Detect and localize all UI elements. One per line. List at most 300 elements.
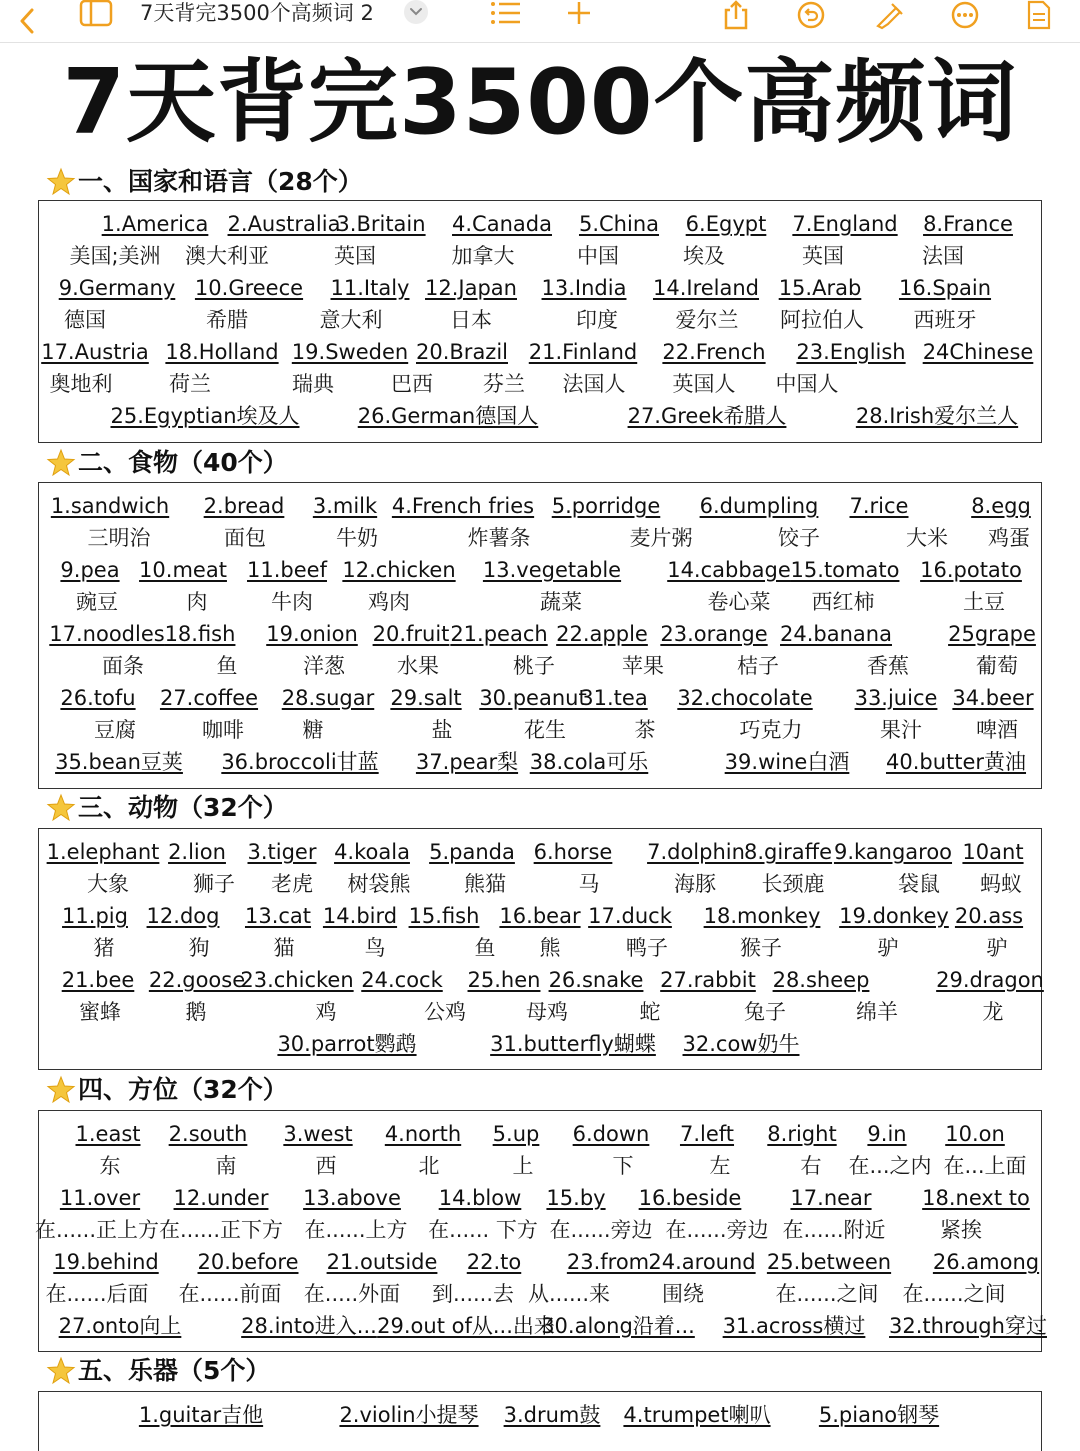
word-english: 27.coffee — [159, 686, 259, 710]
word-chinese: 在......之间 — [775, 1282, 879, 1306]
word-chinese: 蚂蚁 — [980, 872, 1022, 896]
word-chinese: 西 — [315, 1154, 337, 1178]
english-row — [39, 837, 1041, 869]
word-english: 26.among — [932, 1250, 1040, 1274]
word-english: 26.snake — [548, 968, 644, 992]
word-chinese: 北 — [418, 1154, 440, 1178]
word-chinese: 鹅 — [185, 1000, 207, 1024]
word-chinese: 鸭子 — [626, 936, 668, 960]
word-english: 15.fish — [408, 904, 480, 928]
word-english: 39.wine白酒 — [724, 750, 850, 774]
word-english: 25grape — [948, 622, 1036, 646]
word-english: 8.egg — [971, 494, 1031, 518]
word-english: 23.English — [796, 340, 906, 364]
word-chinese: 驴 — [986, 936, 1008, 960]
word-english: 2.Australia — [227, 212, 341, 236]
word-chinese: 猫 — [273, 936, 295, 960]
word-chinese: 在......正上方 — [34, 1218, 160, 1242]
word-chinese: 大米 — [906, 526, 948, 550]
word-english: 2.lion — [168, 840, 226, 864]
word-english: 4.Canada — [452, 212, 552, 236]
undo-icon[interactable] — [794, 0, 828, 36]
word-english: 27.rabbit — [660, 968, 756, 992]
word-chinese: 左 — [709, 1154, 731, 1178]
word-english: 6.down — [572, 1122, 650, 1146]
word-chinese: 面包 — [224, 526, 266, 550]
word-english: 5.porridge — [551, 494, 661, 518]
word-chinese: 鸡蛋 — [988, 526, 1030, 550]
word-chinese: 中国 — [577, 244, 619, 268]
star-icon — [46, 1075, 76, 1105]
word-english: 1.guitar吉他 — [138, 1403, 264, 1427]
word-chinese: 西红柿 — [811, 590, 875, 614]
word-english: 19.behind — [53, 1250, 159, 1274]
word-english: 21.Finland — [528, 340, 638, 364]
word-english: 8.giraffe — [743, 840, 833, 864]
word-english: 3.Britain — [336, 212, 426, 236]
word-english: 28.into进入... — [241, 1314, 377, 1338]
word-english: 2.violin小提琴 — [339, 1403, 479, 1427]
word-english: 1.America — [101, 212, 209, 236]
word-chinese: 在......正下方 — [158, 1218, 284, 1242]
plus-icon[interactable] — [563, 0, 595, 34]
countries-box — [38, 200, 1042, 443]
word-english: 15.Arab — [778, 276, 862, 300]
word-chinese: 三明治 — [87, 526, 151, 550]
word-english: 10ant — [962, 840, 1024, 864]
section-heading-food: 二、食物（40个） — [46, 445, 288, 481]
word-chinese: 在......旁边 — [549, 1218, 653, 1242]
word-english: 14.bird — [322, 904, 398, 928]
word-english: 15.by — [546, 1186, 606, 1210]
word-chinese: 肉 — [186, 590, 208, 614]
word-english: 20.Brazil — [416, 340, 508, 364]
word-chinese: 炸薯条 — [467, 526, 531, 550]
word-english: 8.France — [923, 212, 1013, 236]
word-chinese: 龙 — [982, 1000, 1004, 1024]
list-icon[interactable] — [488, 0, 524, 34]
word-english: 24.cock — [361, 968, 443, 992]
word-chinese: 长颈鹿 — [761, 872, 825, 896]
word-chinese: 洋葱 — [303, 654, 345, 678]
word-english: 12.dog — [146, 904, 220, 928]
word-english: 32.through穿过 — [889, 1314, 1047, 1338]
word-chinese: 咖啡 — [202, 718, 244, 742]
english-row — [39, 273, 1041, 305]
word-english: 2.south — [168, 1122, 248, 1146]
word-chinese: 牛肉 — [271, 590, 313, 614]
word-english: 26.German德国人 — [357, 404, 539, 428]
word-english: 29.out of从...出来 — [377, 1314, 555, 1338]
word-english: 4.French fries — [391, 494, 535, 518]
section-heading-instruments: 五、乐器（5个） — [46, 1353, 270, 1389]
word-chinese: 海豚 — [674, 872, 716, 896]
word-chinese: 瑞典 — [292, 372, 334, 396]
word-english: 20.before — [197, 1250, 299, 1274]
word-english: 19.donkey — [839, 904, 949, 928]
word-chinese: 糖 — [302, 718, 324, 742]
more-icon[interactable] — [948, 0, 982, 36]
word-english: 6.horse — [533, 840, 613, 864]
word-chinese: 中国人 — [775, 372, 839, 396]
word-english: 33.juice — [854, 686, 938, 710]
word-chinese: 豆腐 — [94, 718, 136, 742]
chinese-row — [39, 369, 1041, 401]
word-english: 19.Sweden — [291, 340, 409, 364]
english-row — [39, 901, 1041, 933]
word-chinese: 鸟 — [364, 936, 386, 960]
word-english: 20.fruit — [372, 622, 450, 646]
word-chinese: 啤酒 — [976, 718, 1018, 742]
word-english: 3.west — [283, 1122, 353, 1146]
word-chinese: 狗 — [188, 936, 210, 960]
word-english: 1.east — [75, 1122, 141, 1146]
word-chinese: 在...上面 — [943, 1154, 1027, 1178]
word-chinese: 法国 — [922, 244, 964, 268]
chinese-row — [39, 651, 1041, 683]
word-english: 9.kangaroo — [833, 840, 953, 864]
word-english: 16.potato — [920, 558, 1022, 582]
english-row — [39, 965, 1044, 997]
word-english: 32.chocolate — [677, 686, 813, 710]
english-row — [39, 683, 1041, 715]
word-english: 22.French — [662, 340, 766, 364]
page-title: 7天背完3500个高频词 — [62, 50, 1018, 155]
word-english: 13.vegetable — [482, 558, 622, 582]
word-english: 25.Egyptian埃及人 — [110, 404, 300, 428]
word-english: 36.broccoli甘蓝 — [221, 750, 379, 774]
english-row — [39, 1247, 1041, 1279]
word-english: 12.under — [173, 1186, 269, 1210]
top-toolbar — [0, 0, 1080, 43]
word-chinese: 袋鼠 — [898, 872, 940, 896]
word-english: 17.Austria — [41, 340, 149, 364]
chinese-row — [39, 869, 1041, 901]
word-chinese: 西班牙 — [913, 308, 977, 332]
chinese-row — [39, 715, 1041, 747]
word-chinese: 在......附近 — [782, 1218, 886, 1242]
word-english: 6.Egypt — [685, 212, 767, 236]
word-english: 18.Holland — [165, 340, 279, 364]
word-chinese: 蔬菜 — [540, 590, 582, 614]
word-chinese: 在.....外面 — [303, 1282, 401, 1306]
word-chinese: 绵羊 — [856, 1000, 898, 1024]
word-english: 24.around — [648, 1250, 756, 1274]
directions-box — [34, 1110, 1047, 1352]
share-icon[interactable] — [720, 0, 752, 36]
word-english: 14.Ireland — [652, 276, 760, 300]
word-english: 1.sandwich — [50, 494, 170, 518]
word-chinese: 鸡 — [315, 1000, 337, 1024]
word-chinese: 东 — [99, 1154, 121, 1178]
word-english: 30.along沿着... — [541, 1314, 695, 1338]
word-english: 21.outside — [326, 1250, 438, 1274]
word-chinese: 从......来 — [527, 1282, 611, 1306]
chinese-row — [39, 587, 1041, 619]
word-english: 14.cabbage — [667, 558, 791, 582]
markup-icon[interactable] — [872, 0, 906, 36]
word-english: 17.duck — [588, 904, 672, 928]
word-english: 9.in — [867, 1122, 907, 1146]
word-english: 13.above — [303, 1186, 401, 1210]
word-chinese: 饺子 — [778, 526, 820, 550]
word-chinese: 阿拉伯人 — [780, 308, 864, 332]
word-english: 11.beef — [247, 558, 327, 582]
word-english: 3.tiger — [247, 840, 317, 864]
word-english: 7.dolphin — [647, 840, 745, 864]
word-chinese: 英国 — [802, 244, 844, 268]
word-chinese: 兔子 — [744, 1000, 786, 1024]
word-english: 13.India — [541, 276, 627, 300]
word-chinese: 蜜蜂 — [79, 1000, 121, 1024]
word-english: 28.sugar — [281, 686, 375, 710]
word-english: 9.pea — [60, 558, 120, 582]
word-english: 37.pear梨 — [415, 750, 519, 774]
word-chinese: 树袋熊 — [347, 872, 411, 896]
chinese-row — [39, 997, 1041, 1029]
word-english: 11.over — [59, 1186, 141, 1210]
word-english: 15.tomato — [790, 558, 900, 582]
english-row — [39, 209, 1041, 241]
word-english: 5.piano钢琴 — [818, 1403, 940, 1427]
word-chinese: 老虎 — [271, 872, 313, 896]
word-english: 30.parrot鹦鹉 — [277, 1032, 417, 1056]
word-english: 28.sheep — [772, 968, 870, 992]
word-english: 40.butter黄油 — [885, 750, 1027, 774]
word-chinese: 熊猫 — [464, 872, 506, 896]
word-english: 17.near — [790, 1186, 872, 1210]
chinese-row — [39, 523, 1041, 555]
english-row — [39, 337, 1041, 369]
word-chinese: 荷兰 — [169, 372, 211, 396]
english-row — [39, 1183, 1041, 1215]
word-chinese: 澳大利亚 — [185, 244, 269, 268]
star-icon — [46, 448, 76, 478]
word-chinese: 土豆 — [963, 590, 1005, 614]
word-english: 7.left — [679, 1122, 735, 1146]
star-icon — [46, 1356, 76, 1386]
word-chinese: 在...之内 — [848, 1154, 932, 1178]
word-chinese: 南 — [215, 1154, 237, 1178]
document-icon[interactable] — [1024, 0, 1054, 36]
document-title[interactable]: 7天背完3500个高频词 2 — [140, 1, 374, 25]
word-chinese: 围绕 — [662, 1282, 704, 1306]
word-english: 18.monkey — [703, 904, 821, 928]
word-chinese: 鱼 — [216, 654, 238, 678]
word-english: 21.peach — [450, 622, 548, 646]
word-chinese: 盐 — [431, 718, 453, 742]
word-chinese: 豌豆 — [76, 590, 118, 614]
word-english: 28.Irish爱尔兰人 — [855, 404, 1019, 428]
word-english: 4.koala — [334, 840, 410, 864]
word-english: 29.dragon — [936, 968, 1044, 992]
word-english: 1.elephant — [46, 840, 160, 864]
word-english: 29.salt — [390, 686, 462, 710]
word-english: 24.banana — [780, 622, 892, 646]
word-chinese: 埃及 — [683, 244, 725, 268]
word-chinese: 在......上方 — [304, 1218, 408, 1242]
word-english: 2.bread — [203, 494, 285, 518]
chevron-down-icon[interactable] — [404, 0, 428, 24]
word-english: 12.Japan — [425, 276, 517, 300]
english-row — [39, 1119, 1041, 1151]
chinese-row — [39, 241, 1041, 273]
word-english: 3.milk — [312, 494, 378, 518]
word-chinese: 花生 — [524, 718, 566, 742]
word-chinese: 在......之间 — [902, 1282, 1006, 1306]
word-english: 32.cow奶牛 — [682, 1032, 800, 1056]
word-chinese: 葡萄 — [976, 654, 1018, 678]
word-chinese: 鱼 — [474, 936, 496, 960]
word-chinese: 上 — [512, 1154, 534, 1178]
word-chinese: 英国 — [334, 244, 376, 268]
section-heading-countries: 一、国家和语言（28个） — [46, 164, 363, 200]
word-chinese: 英国人 — [672, 372, 736, 396]
word-english: 6.dumpling — [699, 494, 819, 518]
word-english: 10.on — [945, 1122, 1005, 1146]
word-chinese: 紧挨 — [940, 1218, 982, 1242]
word-english: 19.onion — [266, 622, 358, 646]
word-chinese: 希腊 — [206, 308, 248, 332]
word-english: 22.goose — [148, 968, 246, 992]
word-english: 26.tofu — [60, 686, 136, 710]
word-chinese: 在......后面 — [45, 1282, 149, 1306]
word-chinese: 麦片粥 — [629, 526, 693, 550]
back-icon[interactable] — [12, 0, 42, 42]
word-chinese: 马 — [578, 872, 600, 896]
word-chinese: 爱尔兰 — [675, 308, 739, 332]
word-english: 31.across横过 — [722, 1314, 866, 1338]
word-english: 9.Germany — [58, 276, 176, 300]
word-chinese: 下 — [612, 1154, 634, 1178]
word-chinese: 公鸡 — [424, 1000, 466, 1024]
chinese-row — [39, 1279, 1041, 1311]
chinese-row — [39, 1151, 1041, 1183]
word-english: 31.tea — [580, 686, 648, 710]
sidebar-icon[interactable] — [78, 0, 114, 34]
word-english: 11.Italy — [330, 276, 410, 300]
animals-box — [38, 828, 1042, 1070]
word-english: 23.from — [566, 1250, 650, 1274]
word-english: 8.right — [767, 1122, 837, 1146]
word-english: 11.pig — [62, 904, 128, 928]
word-chinese: 法国人 — [562, 372, 626, 396]
word-english: 31.butterfly蝴蝶 — [490, 1032, 656, 1056]
word-english: 10.Greece — [194, 276, 304, 300]
word-chinese: 日本 — [450, 308, 492, 332]
english-row — [39, 747, 1041, 779]
word-chinese: 大象 — [87, 872, 129, 896]
word-english: 27.onto向上 — [58, 1314, 182, 1338]
word-english: 12.chicken — [342, 558, 456, 582]
section-heading-animals: 三、动物（32个） — [46, 790, 288, 826]
chinese-row — [39, 933, 1041, 965]
word-english: 18.fish — [164, 622, 236, 646]
word-chinese: 在...... 下方 — [428, 1218, 538, 1242]
word-english: 18.next to — [922, 1186, 1030, 1210]
word-chinese: 猪 — [93, 936, 115, 960]
word-english: 10.meat — [139, 558, 227, 582]
word-chinese: 到......去 — [431, 1282, 515, 1306]
word-english: 17.noodles — [49, 622, 165, 646]
word-chinese: 母鸡 — [526, 1000, 568, 1024]
word-english: 5.China — [578, 212, 660, 236]
word-english: 22.apple — [556, 622, 648, 646]
word-english: 16.bear — [499, 904, 581, 928]
food-box — [38, 482, 1042, 789]
word-chinese: 在......旁边 — [665, 1218, 769, 1242]
chinese-row — [34, 1215, 1041, 1247]
word-chinese: 印度 — [576, 308, 618, 332]
word-english: 34.beer — [952, 686, 1034, 710]
word-english: 35.bean豆荚 — [55, 750, 183, 774]
word-english: 14.blow — [438, 1186, 522, 1210]
word-chinese: 加拿大 — [451, 244, 515, 268]
english-row — [39, 491, 1041, 523]
word-chinese: 香蕉 — [867, 654, 909, 678]
word-english: 21.bee — [61, 968, 135, 992]
word-english: 27.Greek希腊人 — [627, 404, 787, 428]
instruments-box — [38, 1391, 1042, 1451]
word-chinese: 美国;美洲 — [69, 244, 161, 268]
english-row — [39, 1029, 1041, 1061]
word-english: 22.to — [466, 1250, 522, 1274]
word-chinese: 卷心菜 — [707, 590, 771, 614]
english-row — [39, 1311, 1047, 1343]
word-english: 4.trumpet喇叭 — [623, 1403, 771, 1427]
word-english: 24Chinese — [922, 340, 1034, 364]
word-english: 3.drum鼓 — [503, 1403, 601, 1427]
word-chinese: 桃子 — [513, 654, 555, 678]
word-english: 25.hen — [467, 968, 541, 992]
english-row — [39, 619, 1041, 651]
star-icon — [46, 167, 76, 197]
word-english: 23.orange — [660, 622, 768, 646]
english-row — [39, 401, 1041, 433]
word-chinese: 巴西 — [391, 372, 433, 396]
english-row — [39, 555, 1041, 587]
section-heading-directions: 四、方位（32个） — [46, 1072, 288, 1108]
word-chinese: 右 — [800, 1154, 822, 1178]
word-chinese: 芬兰 — [483, 372, 525, 396]
word-english: 5.panda — [429, 840, 515, 864]
word-chinese: 水果 — [397, 654, 439, 678]
word-chinese: 牛奶 — [336, 526, 378, 550]
word-english: 4.north — [384, 1122, 462, 1146]
word-chinese: 桔子 — [737, 654, 779, 678]
word-english: 25.between — [766, 1250, 892, 1274]
word-chinese: 猴子 — [740, 936, 782, 960]
word-english: 20.ass — [954, 904, 1024, 928]
word-chinese: 鸡肉 — [368, 590, 410, 614]
word-english: 23.chicken — [240, 968, 354, 992]
chinese-row — [39, 305, 1041, 337]
word-english: 13.cat — [244, 904, 312, 928]
word-chinese: 奥地利 — [49, 372, 113, 396]
word-chinese: 意大利 — [319, 308, 383, 332]
word-chinese: 巧克力 — [739, 718, 803, 742]
word-english: 30.peanut — [479, 686, 587, 710]
word-chinese: 果汁 — [880, 718, 922, 742]
word-chinese: 狮子 — [193, 872, 235, 896]
word-english: 16.Spain — [898, 276, 992, 300]
word-chinese: 在......前面 — [178, 1282, 282, 1306]
word-english: 38.cola可乐 — [529, 750, 649, 774]
word-chinese: 德国 — [64, 308, 106, 332]
word-chinese: 熊 — [539, 936, 561, 960]
word-chinese: 驴 — [877, 936, 899, 960]
word-chinese: 茶 — [634, 718, 656, 742]
